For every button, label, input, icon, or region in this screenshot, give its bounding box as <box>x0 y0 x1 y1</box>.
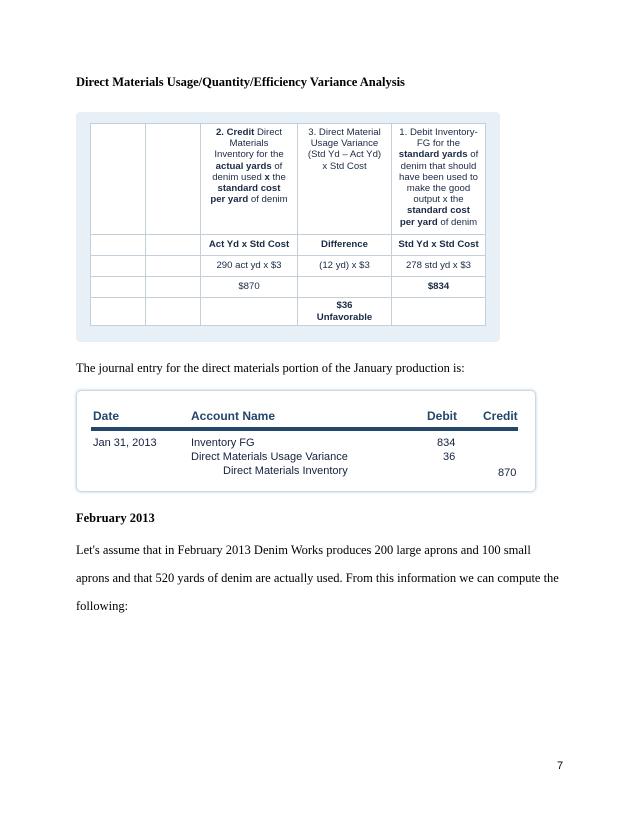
description-row <box>91 124 486 235</box>
paragraph-line: Let's assume that in February 2013 Denim Works produces 200 large aprons and 100 small <box>76 543 531 557</box>
february-heading: February 2013 <box>76 511 155 525</box>
entry-account: Direct Materials Usage Variance <box>191 451 348 463</box>
entry-debit: 36 <box>443 451 456 463</box>
calc-cell: 278 std yd x $3 <box>392 256 486 277</box>
empty-cell <box>392 298 486 326</box>
calc-cell: 290 act yd x $3 <box>201 256 298 277</box>
usage-variance-description: 3. Direct Material Usage Variance (Std Yd – Act Yd) x Std Cost <box>298 124 392 235</box>
entry-account: Inventory FG <box>191 437 255 449</box>
amount-cell <box>298 277 392 298</box>
empty-cell <box>146 124 201 235</box>
amount-row <box>91 277 486 298</box>
paragraph-line: following: <box>76 599 129 613</box>
credit-direct-materials-description: 2. Credit Direct Materials Inventory for the actual yards of denim used x the standard cost per yard of denim <box>201 124 298 235</box>
header-row <box>91 235 486 256</box>
debit-inventory-fg-description: 1. Debit Inventory- FG for the standard yards of denim that should have been used to make the good output x the standard cost per yard of denim <box>392 124 486 235</box>
variance-amount: $36 <box>336 300 353 312</box>
journal-entry-figure <box>76 390 536 492</box>
empty-cell <box>146 277 201 298</box>
empty-cell <box>146 235 201 256</box>
credit-header: Credit <box>483 409 518 423</box>
variance-analysis-table <box>90 123 486 326</box>
entry-credit: 870 <box>498 467 517 479</box>
empty-cell <box>91 124 146 235</box>
calculation-row <box>91 256 486 277</box>
amount-cell: $870 <box>201 277 298 298</box>
empty-cell <box>91 235 146 256</box>
header-cell: Act Yd x Std Cost <box>201 235 298 256</box>
empty-cell <box>146 298 201 326</box>
account-header: Account Name <box>191 409 276 423</box>
header-cell: Std Yd x Std Cost <box>392 235 486 256</box>
debit-header: Debit <box>427 409 457 423</box>
empty-cell <box>91 277 146 298</box>
journal-intro-text: The journal entry for the direct materials portion of the January production is: <box>76 361 465 375</box>
variance-result-cell <box>298 298 392 326</box>
result-row <box>91 298 486 326</box>
header-cell: Difference <box>298 235 392 256</box>
paragraph-line: aprons and that 520 yards of denim are actually used. From this information we can compute the <box>76 571 559 585</box>
empty-cell <box>146 256 201 277</box>
variance-label: Unfavorable <box>316 311 373 323</box>
entry-account: Direct Materials Inventory <box>223 465 348 477</box>
section-title: Direct Materials Usage/Quantity/Efficiency Variance Analysis <box>76 75 405 89</box>
february-paragraph <box>76 536 559 620</box>
entry-debit: 834 <box>437 437 456 449</box>
header-rule <box>91 427 518 431</box>
variance-analysis-figure <box>76 112 500 342</box>
date-header: Date <box>93 409 120 423</box>
amount-cell: $834 <box>392 277 486 298</box>
empty-cell <box>201 298 298 326</box>
entry-date: Jan 31, 2013 <box>93 437 157 449</box>
page-number: 7 <box>557 760 564 772</box>
empty-cell <box>91 256 146 277</box>
empty-cell <box>91 298 146 326</box>
calc-cell: (12 yd) x $3 <box>298 256 392 277</box>
